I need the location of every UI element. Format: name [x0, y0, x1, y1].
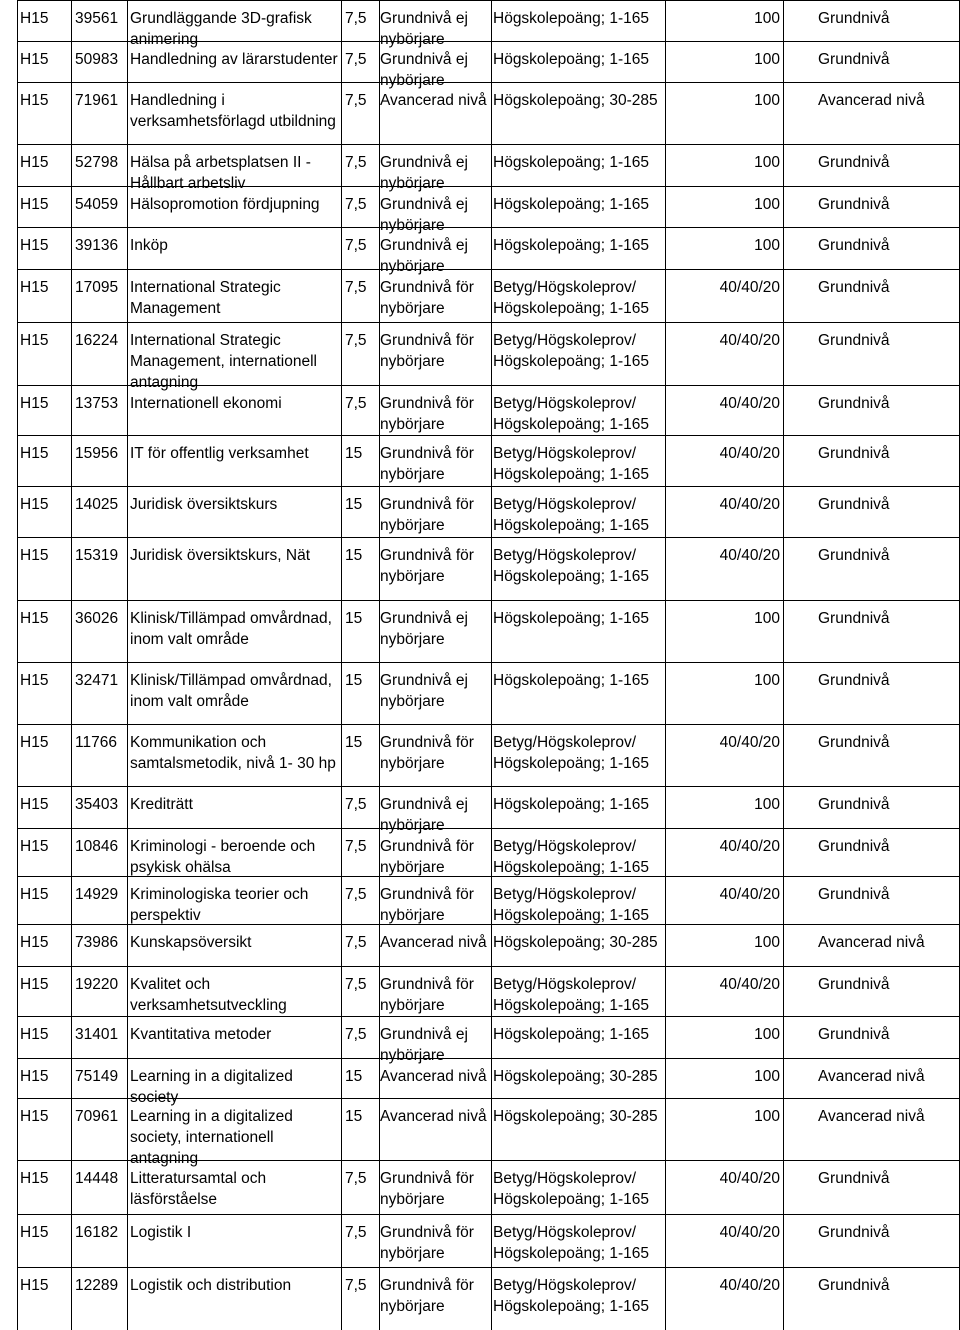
ratio-cell: 100 — [754, 1026, 780, 1043]
course-name-cell: Logistik I — [130, 1224, 192, 1241]
course-name-cell: Grundläggande 3D-grafisk animering — [130, 10, 312, 48]
ratio-cell: 40/40/20 — [719, 332, 780, 349]
entry-level-cell: Grundnivå för nybörjare — [380, 445, 474, 483]
level-cell: Grundnivå — [818, 237, 890, 254]
table-row — [0, 41, 960, 89]
term-cell: H15 — [20, 610, 49, 627]
term-cell: H15 — [20, 886, 49, 903]
entry-level-cell: Grundnivå ej nybörjare — [380, 796, 468, 834]
term-cell: H15 — [20, 51, 49, 68]
entry-level-cell: Avancerad nivå — [380, 1068, 487, 1085]
course-code-cell: 36026 — [75, 610, 119, 627]
term-cell: H15 — [20, 154, 49, 171]
table-row — [0, 537, 960, 600]
term-cell: H15 — [20, 496, 49, 513]
ratio-cell: 40/40/20 — [719, 886, 780, 903]
table-row — [0, 1267, 960, 1330]
entry-level-cell: Grundnivå ej nybörjare — [380, 1026, 468, 1064]
course-name-cell: Handledning i verksamhetsförlagd utbildning — [130, 92, 336, 130]
credits-cell: 7,5 — [345, 796, 367, 813]
term-cell: H15 — [20, 1108, 49, 1125]
ratio-cell: 40/40/20 — [719, 547, 780, 564]
course-name-cell: Juridisk översiktskurs, Nät — [130, 547, 311, 564]
term-cell: H15 — [20, 976, 49, 993]
selection-basis-cell: Högskolepoäng; 1-165 — [493, 10, 649, 27]
course-code-cell: 16224 — [75, 332, 119, 349]
selection-basis-cell: Högskolepoäng; 1-165 — [493, 51, 649, 68]
course-code-cell: 32471 — [75, 672, 119, 689]
table-row — [0, 876, 960, 924]
entry-level-cell: Grundnivå för nybörjare — [380, 332, 474, 370]
term-cell: H15 — [20, 196, 49, 213]
course-code-cell: 31401 — [75, 1026, 119, 1043]
level-cell: Grundnivå — [818, 1277, 890, 1294]
level-cell: Grundnivå — [818, 610, 890, 627]
table-row — [0, 1214, 960, 1267]
credits-cell: 15 — [345, 1068, 363, 1085]
credits-cell: 7,5 — [345, 10, 367, 27]
course-code-cell: 35403 — [75, 796, 119, 813]
ratio-cell: 100 — [754, 51, 780, 68]
course-code-cell: 70961 — [75, 1108, 119, 1125]
entry-level-cell: Grundnivå för nybörjare — [380, 547, 474, 585]
course-code-cell: 11766 — [75, 734, 117, 751]
credits-cell: 7,5 — [345, 1170, 367, 1187]
selection-basis-cell: Högskolepoäng; 1-165 — [493, 237, 649, 254]
term-cell: H15 — [20, 10, 49, 27]
level-cell: Avancerad nivå — [818, 934, 925, 951]
selection-basis-cell: Betyg/Högskoleprov/ Högskolepoäng; 1-165 — [493, 1277, 649, 1315]
entry-level-cell: Grundnivå ej nybörjare — [380, 610, 468, 648]
ratio-cell: 100 — [754, 610, 780, 627]
course-name-cell: Handledning av lärarstudenter — [130, 51, 338, 68]
table-row — [0, 385, 960, 435]
credits-cell: 7,5 — [345, 279, 367, 296]
ratio-cell: 100 — [754, 1108, 780, 1125]
course-code-cell: 13753 — [75, 395, 119, 412]
selection-basis-cell: Betyg/Högskoleprov/ Högskolepoäng; 1-165 — [493, 395, 649, 433]
entry-level-cell: Grundnivå för nybörjare — [380, 395, 474, 433]
table-row — [0, 486, 960, 537]
selection-basis-cell: Betyg/Högskoleprov/ Högskolepoäng; 1-165 — [493, 838, 649, 876]
term-cell: H15 — [20, 934, 49, 951]
ratio-cell: 100 — [754, 796, 780, 813]
term-cell: H15 — [20, 1224, 49, 1241]
entry-level-cell: Grundnivå ej nybörjare — [380, 51, 468, 89]
credits-cell: 15 — [345, 672, 363, 689]
course-code-cell: 12289 — [75, 1277, 119, 1294]
credits-cell: 15 — [345, 547, 363, 564]
course-code-cell: 54059 — [75, 196, 119, 213]
course-name-cell: Internationell ekonomi — [130, 395, 282, 412]
selection-basis-cell: Betyg/Högskoleprov/ Högskolepoäng; 1-165 — [493, 445, 649, 483]
ratio-cell: 40/40/20 — [719, 1277, 780, 1294]
credits-cell: 7,5 — [345, 237, 367, 254]
selection-basis-cell: Betyg/Högskoleprov/ Högskolepoäng; 1-165 — [493, 496, 649, 534]
term-cell: H15 — [20, 796, 49, 813]
ratio-cell: 100 — [754, 10, 780, 27]
credits-cell: 7,5 — [345, 92, 367, 109]
course-code-cell: 39136 — [75, 237, 119, 254]
credits-cell: 7,5 — [345, 1026, 367, 1043]
credits-cell: 7,5 — [345, 886, 367, 903]
credits-cell: 15 — [345, 1108, 363, 1125]
table-row — [0, 786, 960, 834]
ratio-cell: 100 — [754, 1068, 780, 1085]
term-cell: H15 — [20, 395, 49, 412]
level-cell: Grundnivå — [818, 1170, 890, 1187]
term-cell: H15 — [20, 547, 49, 564]
table-row — [0, 1098, 960, 1167]
course-name-cell: Kunskapsöversikt — [130, 934, 252, 951]
credits-cell: 15 — [345, 610, 363, 627]
selection-basis-cell: Högskolepoäng; 30-285 — [493, 92, 658, 109]
credits-cell: 7,5 — [345, 332, 367, 349]
course-code-cell: 73986 — [75, 934, 119, 951]
course-code-cell: 17095 — [75, 279, 119, 296]
term-cell: H15 — [20, 1068, 49, 1085]
credits-cell: 7,5 — [345, 838, 367, 855]
course-name-cell: Litteratursamtal och läsförståelse — [130, 1170, 267, 1208]
table-row — [0, 924, 960, 966]
table-row — [0, 82, 960, 144]
ratio-cell: 40/40/20 — [719, 279, 780, 296]
level-cell: Grundnivå — [818, 196, 890, 213]
entry-level-cell: Grundnivå för nybörjare — [380, 1277, 474, 1315]
table-row — [0, 144, 960, 192]
selection-basis-cell: Betyg/Högskoleprov/ Högskolepoäng; 1-165 — [493, 976, 649, 1014]
credits-cell: 7,5 — [345, 154, 367, 171]
entry-level-cell: Grundnivå för nybörjare — [380, 838, 474, 876]
level-cell: Grundnivå — [818, 395, 890, 412]
term-cell: H15 — [20, 734, 49, 751]
table-row — [0, 186, 960, 234]
entry-level-cell: Grundnivå för nybörjare — [380, 1170, 474, 1208]
selection-basis-cell: Betyg/Högskoleprov/ Högskolepoäng; 1-165 — [493, 734, 649, 772]
course-name-cell: Learning in a digitalized society — [130, 1068, 293, 1106]
selection-basis-cell: Högskolepoäng; 1-165 — [493, 610, 649, 627]
course-code-cell: 14025 — [75, 496, 119, 513]
course-name-cell: Hälsa på arbetsplatsen II - Hållbart arbetsliv — [130, 154, 311, 192]
course-code-cell: 15319 — [75, 547, 119, 564]
ratio-cell: 100 — [754, 92, 780, 109]
ratio-cell: 100 — [754, 196, 780, 213]
entry-level-cell: Grundnivå för nybörjare — [380, 734, 474, 772]
term-cell: H15 — [20, 279, 49, 296]
ratio-cell: 40/40/20 — [719, 1170, 780, 1187]
course-code-cell: 14448 — [75, 1170, 119, 1187]
table-row — [0, 435, 960, 486]
table-row — [0, 322, 960, 391]
level-cell: Avancerad nivå — [818, 1108, 925, 1125]
level-cell: Grundnivå — [818, 886, 890, 903]
ratio-cell: 100 — [754, 154, 780, 171]
level-cell: Grundnivå — [818, 976, 890, 993]
entry-level-cell: Avancerad nivå — [380, 934, 487, 951]
credits-cell: 7,5 — [345, 51, 367, 68]
selection-basis-cell: Högskolepoäng; 30-285 — [493, 1068, 658, 1085]
credits-cell: 15 — [345, 496, 363, 513]
entry-level-cell: Grundnivå för nybörjare — [380, 496, 474, 534]
level-cell: Grundnivå — [818, 51, 890, 68]
course-name-cell: International Strategic Management — [130, 279, 281, 317]
entry-level-cell: Grundnivå ej nybörjare — [380, 237, 468, 275]
course-code-cell: 14929 — [75, 886, 119, 903]
credits-cell: 7,5 — [345, 934, 367, 951]
selection-basis-cell: Betyg/Högskoleprov/ Högskolepoäng; 1-165 — [493, 1170, 649, 1208]
table-row — [0, 966, 960, 1016]
ratio-cell: 40/40/20 — [719, 734, 780, 751]
credits-cell: 7,5 — [345, 196, 367, 213]
course-name-cell: Learning in a digitalized society, internationell antagning — [130, 1108, 293, 1167]
course-code-cell: 75149 — [75, 1068, 119, 1085]
entry-level-cell: Grundnivå för nybörjare — [380, 279, 474, 317]
level-cell: Grundnivå — [818, 10, 890, 27]
entry-level-cell: Avancerad nivå — [380, 92, 487, 109]
credits-cell: 7,5 — [345, 395, 367, 412]
course-name-cell: Kriminologiska teorier och perspektiv — [130, 886, 309, 924]
level-cell: Grundnivå — [818, 279, 890, 296]
level-cell: Avancerad nivå — [818, 1068, 925, 1085]
entry-level-cell: Grundnivå för nybörjare — [380, 1224, 474, 1262]
level-cell: Grundnivå — [818, 154, 890, 171]
course-code-cell: 52798 — [75, 154, 119, 171]
selection-basis-cell: Betyg/Högskoleprov/ Högskolepoäng; 1-165 — [493, 547, 649, 585]
table-row — [0, 1058, 960, 1106]
selection-basis-cell: Högskolepoäng; 30-285 — [493, 934, 658, 951]
selection-basis-cell: Högskolepoäng; 1-165 — [493, 196, 649, 213]
table-row — [0, 1160, 960, 1214]
entry-level-cell: Avancerad nivå — [380, 1108, 487, 1125]
table-row — [0, 1016, 960, 1064]
entry-level-cell: Grundnivå ej nybörjare — [380, 672, 468, 710]
selection-basis-cell: Högskolepoäng; 1-165 — [493, 1026, 649, 1043]
table-row — [0, 269, 960, 322]
course-code-cell: 15956 — [75, 445, 119, 462]
table-row — [0, 662, 960, 724]
course-name-cell: Kvantitativa metoder — [130, 1026, 272, 1043]
term-cell: H15 — [20, 332, 49, 349]
selection-basis-cell: Högskolepoäng; 1-165 — [493, 154, 649, 171]
course-name-cell: Logistik och distribution — [130, 1277, 292, 1294]
ratio-cell: 40/40/20 — [719, 976, 780, 993]
level-cell: Grundnivå — [818, 796, 890, 813]
course-code-cell: 50983 — [75, 51, 119, 68]
course-name-cell: Kriminologi - beroende och psykisk ohälsa — [130, 838, 316, 876]
entry-level-cell: Grundnivå ej nybörjare — [380, 154, 468, 192]
ratio-cell: 100 — [754, 237, 780, 254]
course-name-cell: International Strategic Management, internationell antagning — [130, 332, 317, 391]
entry-level-cell: Grundnivå för nybörjare — [380, 886, 474, 924]
selection-basis-cell: Högskolepoäng; 1-165 — [493, 672, 649, 689]
ratio-cell: 40/40/20 — [719, 395, 780, 412]
course-name-cell: Klinisk/Tillämpad omvårdnad, inom valt område — [130, 672, 332, 710]
term-cell: H15 — [20, 1277, 49, 1294]
table-row — [0, 600, 960, 662]
term-cell: H15 — [20, 838, 49, 855]
course-name-cell: Kvalitet och verksamhetsutveckling — [130, 976, 287, 1014]
level-cell: Grundnivå — [818, 734, 890, 751]
course-name-cell: Klinisk/Tillämpad omvårdnad, inom valt område — [130, 610, 332, 648]
term-cell: H15 — [20, 92, 49, 109]
level-cell: Grundnivå — [818, 838, 890, 855]
entry-level-cell: Grundnivå ej nybörjare — [380, 196, 468, 234]
level-cell: Avancerad nivå — [818, 92, 925, 109]
selection-basis-cell: Betyg/Högskoleprov/ Högskolepoäng; 1-165 — [493, 1224, 649, 1262]
level-cell: Grundnivå — [818, 496, 890, 513]
credits-cell: 7,5 — [345, 1224, 367, 1241]
selection-basis-cell: Högskolepoäng; 1-165 — [493, 796, 649, 813]
course-name-cell: Hälsopromotion fördjupning — [130, 196, 320, 213]
level-cell: Grundnivå — [818, 445, 890, 462]
table-row — [0, 828, 960, 876]
course-name-cell: Krediträtt — [130, 796, 193, 813]
credits-cell: 15 — [345, 734, 363, 751]
term-cell: H15 — [20, 1026, 49, 1043]
level-cell: Grundnivå — [818, 1026, 890, 1043]
entry-level-cell: Grundnivå för nybörjare — [380, 976, 474, 1014]
level-cell: Grundnivå — [818, 332, 890, 349]
ratio-cell: 100 — [754, 934, 780, 951]
term-cell: H15 — [20, 237, 49, 254]
ratio-cell: 40/40/20 — [719, 1224, 780, 1241]
selection-basis-cell: Betyg/Högskoleprov/ Högskolepoäng; 1-165 — [493, 332, 649, 370]
course-code-cell: 19220 — [75, 976, 119, 993]
entry-level-cell: Grundnivå ej nybörjare — [380, 10, 468, 48]
ratio-cell: 40/40/20 — [719, 838, 780, 855]
course-code-cell: 16182 — [75, 1224, 119, 1241]
course-name-cell: Inköp — [130, 237, 168, 254]
course-code-cell: 39561 — [75, 10, 119, 27]
course-code-cell: 10846 — [75, 838, 119, 855]
selection-basis-cell: Högskolepoäng; 30-285 — [493, 1108, 658, 1125]
selection-basis-cell: Betyg/Högskoleprov/ Högskolepoäng; 1-165 — [493, 886, 649, 924]
term-cell: H15 — [20, 1170, 49, 1187]
course-code-cell: 71961 — [75, 92, 119, 109]
ratio-cell: 40/40/20 — [719, 496, 780, 513]
course-name-cell: IT för offentlig verksamhet — [130, 445, 309, 462]
course-name-cell: Kommunikation och samtalsmetodik, nivå 1- 30 hp — [130, 734, 336, 772]
level-cell: Grundnivå — [818, 1224, 890, 1241]
table-row — [0, 724, 960, 786]
ratio-cell: 100 — [754, 672, 780, 689]
credits-cell: 15 — [345, 445, 363, 462]
term-cell: H15 — [20, 672, 49, 689]
table-row — [0, 0, 960, 48]
level-cell: Grundnivå — [818, 547, 890, 564]
level-cell: Grundnivå — [818, 672, 890, 689]
course-name-cell: Juridisk översiktskurs — [130, 496, 278, 513]
credits-cell: 7,5 — [345, 976, 367, 993]
ratio-cell: 40/40/20 — [719, 445, 780, 462]
selection-basis-cell: Betyg/Högskoleprov/ Högskolepoäng; 1-165 — [493, 279, 649, 317]
term-cell: H15 — [20, 445, 49, 462]
credits-cell: 7,5 — [345, 1277, 367, 1294]
table-row — [0, 227, 960, 275]
